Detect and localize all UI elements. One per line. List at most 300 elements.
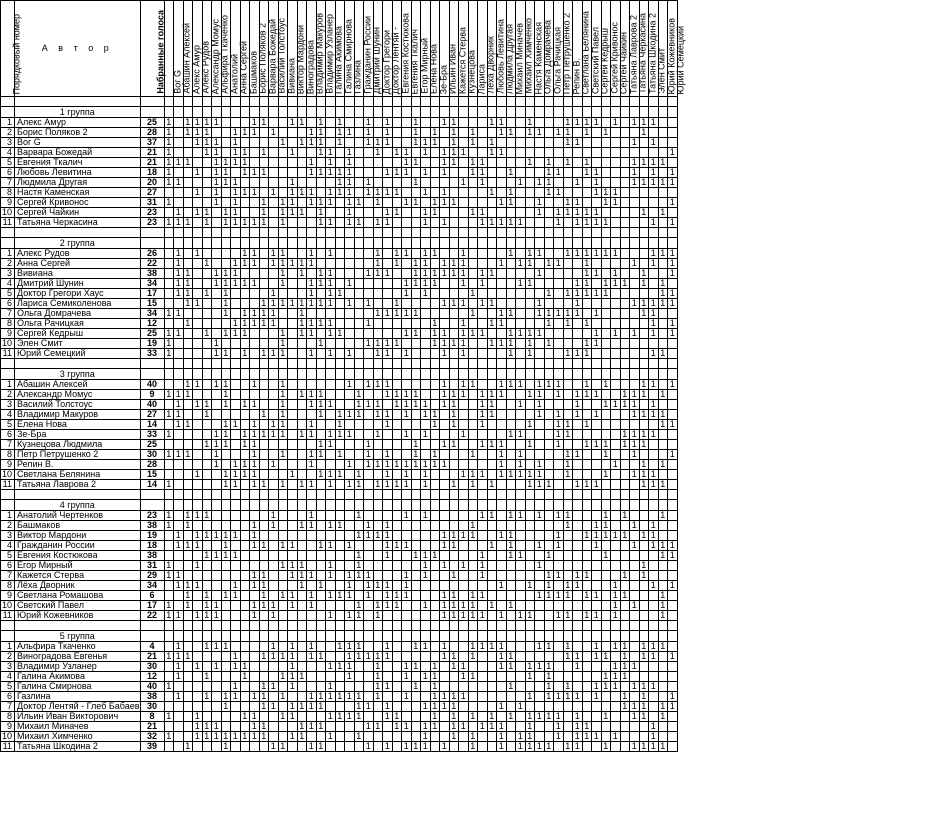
voter-header: Галина Смирнова xyxy=(335,1,345,97)
vote-cell xyxy=(620,410,630,420)
empty-cell xyxy=(202,228,212,238)
row-number: 4 xyxy=(1,541,15,551)
vote-cell xyxy=(297,380,307,390)
vote-cell: 1 xyxy=(649,259,659,269)
vote-cell xyxy=(430,309,440,319)
vote-cell xyxy=(668,349,678,359)
empty-cell xyxy=(449,238,459,249)
vote-cell xyxy=(459,208,469,218)
vote-cell xyxy=(620,168,630,178)
vote-cell: 1 xyxy=(468,652,478,662)
empty-cell xyxy=(516,631,526,642)
empty-cell xyxy=(307,490,317,500)
vote-cell: 1 xyxy=(658,642,668,652)
vote-total: 40 xyxy=(140,400,164,410)
vote-cell: 1 xyxy=(525,611,535,621)
vote-cell: 1 xyxy=(620,440,630,450)
vote-cell xyxy=(535,601,545,611)
empty-cell xyxy=(364,228,374,238)
vote-cell: 1 xyxy=(506,249,516,259)
vote-cell: 1 xyxy=(487,339,497,349)
vote-cell: 1 xyxy=(639,208,649,218)
vote-cell: 1 xyxy=(193,722,203,732)
vote-cell xyxy=(250,138,260,148)
vote-cell: 1 xyxy=(497,581,507,591)
vote-cell: 1 xyxy=(373,410,383,420)
vote-cell xyxy=(649,712,659,722)
vote-cell: 1 xyxy=(326,349,336,359)
vote-cell: 1 xyxy=(250,480,260,490)
vote-cell: 1 xyxy=(449,148,459,158)
vote-cell xyxy=(449,430,459,440)
vote-cell: 1 xyxy=(544,692,554,702)
vote-cell: 1 xyxy=(221,732,231,742)
vote-cell xyxy=(297,591,307,601)
vote-cell xyxy=(326,420,336,430)
vote-cell xyxy=(297,168,307,178)
vote-cell xyxy=(231,601,241,611)
vote-cell xyxy=(364,390,374,400)
vote-cell xyxy=(535,611,545,621)
empty-cell xyxy=(459,228,469,238)
vote-cell xyxy=(259,450,269,460)
vote-cell xyxy=(288,480,298,490)
vote-cell: 1 xyxy=(383,339,393,349)
vote-cell xyxy=(601,541,611,551)
vote-cell: 1 xyxy=(468,480,478,490)
vote-cell xyxy=(297,410,307,420)
vote-cell xyxy=(449,682,459,692)
vote-cell xyxy=(620,470,630,480)
vote-cell xyxy=(592,450,602,460)
vote-cell xyxy=(649,591,659,601)
vote-cell xyxy=(392,652,402,662)
vote-cell: 1 xyxy=(383,218,393,228)
author-row xyxy=(1,702,678,712)
vote-cell: 1 xyxy=(459,339,469,349)
vote-cell xyxy=(307,269,317,279)
empty-cell xyxy=(611,500,621,511)
vote-cell: 1 xyxy=(668,249,678,259)
vote-cell: 1 xyxy=(364,178,374,188)
author-row xyxy=(1,601,678,611)
vote-cell: 1 xyxy=(658,420,668,430)
vote-cell: 1 xyxy=(307,390,317,400)
vote-cell xyxy=(392,561,402,571)
vote-cell xyxy=(506,289,516,299)
vote-cell: 1 xyxy=(668,218,678,228)
vote-cell xyxy=(364,541,374,551)
vote-cell: 1 xyxy=(335,591,345,601)
vote-cell xyxy=(193,642,203,652)
vote-cell: 1 xyxy=(402,460,412,470)
vote-cell xyxy=(506,208,516,218)
vote-cell xyxy=(516,642,526,652)
vote-cell: 1 xyxy=(411,400,421,410)
vote-cell xyxy=(497,601,507,611)
vote-cell xyxy=(487,450,497,460)
vote-cell xyxy=(373,702,383,712)
vote-cell: 1 xyxy=(449,591,459,601)
author-row xyxy=(1,410,678,420)
empty-cell xyxy=(639,97,649,107)
vote-cell xyxy=(563,259,573,269)
vote-cell xyxy=(231,541,241,551)
vote-cell xyxy=(668,440,678,450)
vote-cell: 1 xyxy=(174,329,184,339)
vote-cell xyxy=(487,702,497,712)
vote-cell xyxy=(573,611,583,621)
vote-cell xyxy=(193,742,203,752)
empty-cell xyxy=(335,369,345,380)
vote-cell xyxy=(459,480,469,490)
empty-cell xyxy=(639,490,649,500)
vote-cell: 1 xyxy=(440,198,450,208)
vote-cell xyxy=(269,410,279,420)
empty-cell xyxy=(316,97,326,107)
vote-cell: 1 xyxy=(288,208,298,218)
vote-cell xyxy=(278,682,288,692)
vote-cell: 1 xyxy=(345,148,355,158)
vote-cell xyxy=(639,662,649,672)
vote-cell: 1 xyxy=(411,662,421,672)
vote-cell: 1 xyxy=(402,430,412,440)
vote-cell xyxy=(392,742,402,752)
empty-cell xyxy=(639,621,649,631)
author-name: Петр Петрушенко 2 xyxy=(15,450,141,460)
vote-cell: 1 xyxy=(573,390,583,400)
vote-cell xyxy=(373,128,383,138)
vote-cell xyxy=(297,158,307,168)
vote-cell xyxy=(516,208,526,218)
vote-cell xyxy=(516,138,526,148)
vote-cell: 1 xyxy=(326,269,336,279)
vote-cell xyxy=(288,158,298,168)
empty-cell xyxy=(658,107,668,118)
vote-cell: 1 xyxy=(620,692,630,702)
vote-cell: 1 xyxy=(630,470,640,480)
vote-cell: 1 xyxy=(174,450,184,460)
vote-cell xyxy=(202,521,212,531)
vote-cell xyxy=(582,652,592,662)
vote-cell xyxy=(392,279,402,289)
vote-total: 22 xyxy=(140,259,164,269)
vote-cell xyxy=(345,390,355,400)
vote-cell: 1 xyxy=(506,168,516,178)
vote-cell xyxy=(668,742,678,752)
empty-cell xyxy=(516,228,526,238)
empty-cell xyxy=(506,500,516,511)
vote-cell xyxy=(468,349,478,359)
empty-cell xyxy=(668,631,678,642)
vote-cell xyxy=(478,742,488,752)
empty-cell xyxy=(459,621,469,631)
empty-cell xyxy=(240,500,250,511)
voter-header: Татьяна Лаврова 2 xyxy=(620,1,630,97)
vote-cell: 1 xyxy=(202,672,212,682)
vote-cell: 1 xyxy=(212,551,222,561)
vote-cell xyxy=(582,450,592,460)
vote-cell: 1 xyxy=(497,662,507,672)
vote-cell xyxy=(668,591,678,601)
empty-cell xyxy=(326,500,336,511)
vote-cell: 1 xyxy=(430,420,440,430)
empty-cell xyxy=(449,107,459,118)
vote-cell xyxy=(601,480,611,490)
vote-cell: 1 xyxy=(278,400,288,410)
vote-cell xyxy=(639,722,649,732)
vote-cell xyxy=(554,682,564,692)
vote-cell: 1 xyxy=(231,662,241,672)
vote-cell xyxy=(554,329,564,339)
vote-cell xyxy=(592,662,602,672)
vote-cell: 1 xyxy=(373,138,383,148)
vote-cell xyxy=(478,138,488,148)
vote-cell: 1 xyxy=(288,662,298,672)
vote-cell xyxy=(411,470,421,480)
vote-cell: 1 xyxy=(316,450,326,460)
vote-cell xyxy=(487,692,497,702)
vote-total: 33 xyxy=(140,349,164,359)
vote-cell: 1 xyxy=(601,289,611,299)
vote-cell xyxy=(183,470,193,480)
vote-cell xyxy=(354,380,364,390)
vote-cell: 1 xyxy=(183,652,193,662)
vote-cell xyxy=(288,722,298,732)
vote-cell: 1 xyxy=(250,531,260,541)
vote-cell xyxy=(421,692,431,702)
vote-cell: 1 xyxy=(326,188,336,198)
vote-cell: 1 xyxy=(269,511,279,521)
vote-cell xyxy=(639,249,649,259)
vote-cell xyxy=(164,470,174,480)
vote-cell: 1 xyxy=(535,480,545,490)
vote-cell xyxy=(582,692,592,702)
vote-cell: 1 xyxy=(326,218,336,228)
empty-cell xyxy=(535,369,545,380)
empty-cell xyxy=(278,97,288,107)
vote-cell: 1 xyxy=(307,349,317,359)
vote-cell xyxy=(373,521,383,531)
vote-cell xyxy=(307,541,317,551)
vote-cell: 1 xyxy=(202,601,212,611)
vote-cell xyxy=(630,571,640,581)
empty-cell xyxy=(649,369,659,380)
row-number: 7 xyxy=(1,440,15,450)
empty-cell xyxy=(140,97,164,107)
vote-cell: 1 xyxy=(468,158,478,168)
vote-cell xyxy=(269,480,279,490)
vote-cell xyxy=(335,702,345,712)
vote-cell xyxy=(183,309,193,319)
vote-cell: 1 xyxy=(478,470,488,480)
vote-cell xyxy=(354,299,364,309)
vote-cell: 1 xyxy=(250,692,260,702)
vote-cell: 1 xyxy=(174,672,184,682)
empty-cell xyxy=(212,228,222,238)
vote-cell xyxy=(269,390,279,400)
empty-cell xyxy=(183,359,193,369)
vote-cell: 1 xyxy=(592,440,602,450)
empty-cell xyxy=(630,631,640,642)
vote-cell: 1 xyxy=(544,168,554,178)
vote-cell xyxy=(468,561,478,571)
vote-cell xyxy=(278,571,288,581)
empty-cell xyxy=(544,97,554,107)
vote-cell xyxy=(658,339,668,349)
vote-cell: 1 xyxy=(278,712,288,722)
empty-cell xyxy=(307,359,317,369)
vote-cell xyxy=(478,259,488,269)
vote-cell xyxy=(468,118,478,128)
empty-cell xyxy=(611,621,621,631)
vote-cell xyxy=(335,652,345,662)
vote-cell xyxy=(649,198,659,208)
empty-cell xyxy=(592,369,602,380)
vote-cell: 1 xyxy=(478,591,488,601)
vote-cell xyxy=(630,188,640,198)
vote-cell xyxy=(383,732,393,742)
vote-cell: 1 xyxy=(506,551,516,561)
vote-cell xyxy=(278,470,288,480)
vote-cell: 1 xyxy=(297,269,307,279)
vote-cell xyxy=(668,118,678,128)
empty-cell xyxy=(221,500,231,511)
author-name: Анна Сергей xyxy=(15,259,141,269)
vote-cell: 1 xyxy=(297,672,307,682)
vote-cell: 1 xyxy=(383,420,393,430)
vote-cell xyxy=(554,551,564,561)
vote-cell: 1 xyxy=(649,118,659,128)
vote-cell xyxy=(373,591,383,601)
author-row xyxy=(1,158,678,168)
empty-cell xyxy=(193,228,203,238)
vote-cell xyxy=(221,410,231,420)
vote-cell xyxy=(630,148,640,158)
vote-cell: 1 xyxy=(269,601,279,611)
empty-cell xyxy=(582,621,592,631)
vote-cell xyxy=(658,470,668,480)
vote-cell xyxy=(630,722,640,732)
vote-cell: 1 xyxy=(326,158,336,168)
vote-cell: 1 xyxy=(421,188,431,198)
vote-cell: 1 xyxy=(620,672,630,682)
vote-cell xyxy=(174,128,184,138)
vote-cell: 1 xyxy=(250,470,260,480)
empty-cell xyxy=(411,490,421,500)
vote-cell: 1 xyxy=(535,249,545,259)
vote-cell xyxy=(202,742,212,752)
row-number: 5 xyxy=(1,551,15,561)
vote-cell xyxy=(459,400,469,410)
vote-cell xyxy=(174,339,184,349)
empty-cell xyxy=(592,359,602,369)
vote-cell xyxy=(221,118,231,128)
vote-cell: 1 xyxy=(478,722,488,732)
vote-cell: 1 xyxy=(297,188,307,198)
empty-cell xyxy=(307,369,317,380)
vote-cell xyxy=(544,470,554,480)
vote-cell xyxy=(506,178,516,188)
vote-cell: 1 xyxy=(231,138,241,148)
vote-cell xyxy=(487,279,497,289)
vote-cell xyxy=(468,722,478,732)
vote-cell xyxy=(554,400,564,410)
vote-cell xyxy=(297,742,307,752)
vote-cell xyxy=(620,420,630,430)
vote-cell xyxy=(620,289,630,299)
vote-cell: 1 xyxy=(573,480,583,490)
vote-cell xyxy=(316,420,326,430)
vote-cell xyxy=(250,269,260,279)
vote-cell xyxy=(563,722,573,732)
vote-cell: 1 xyxy=(288,642,298,652)
vote-cell: 1 xyxy=(221,702,231,712)
row-number: 3 xyxy=(1,269,15,279)
vote-cell xyxy=(563,339,573,349)
vote-cell xyxy=(212,702,222,712)
vote-cell xyxy=(440,480,450,490)
vote-cell xyxy=(468,702,478,712)
vote-cell: 1 xyxy=(307,601,317,611)
vote-cell: 1 xyxy=(497,259,507,269)
vote-cell xyxy=(164,722,174,732)
vote-cell: 1 xyxy=(421,249,431,259)
vote-cell xyxy=(611,319,621,329)
vote-cell: 1 xyxy=(497,611,507,621)
vote-cell: 1 xyxy=(449,400,459,410)
vote-cell: 1 xyxy=(221,430,231,440)
vote-cell: 1 xyxy=(212,460,222,470)
vote-cell: 1 xyxy=(288,470,298,480)
row-number: 11 xyxy=(1,742,15,752)
vote-cell: 1 xyxy=(592,188,602,198)
vote-cell xyxy=(174,349,184,359)
vote-cell: 1 xyxy=(164,480,174,490)
vote-cell xyxy=(231,380,241,390)
vote-cell: 1 xyxy=(250,400,260,410)
vote-cell: 1 xyxy=(649,541,659,551)
vote-total: 39 xyxy=(140,742,164,752)
vote-cell: 1 xyxy=(297,299,307,309)
empty-cell xyxy=(563,107,573,118)
vote-cell: 1 xyxy=(554,259,564,269)
empty-cell xyxy=(525,97,535,107)
vote-cell: 1 xyxy=(449,410,459,420)
empty-cell xyxy=(421,107,431,118)
vote-cell xyxy=(582,672,592,682)
vote-cell: 1 xyxy=(611,400,621,410)
vote-cell xyxy=(364,410,374,420)
vote-cell: 1 xyxy=(421,289,431,299)
vote-cell xyxy=(373,642,383,652)
vote-cell xyxy=(573,531,583,541)
empty-cell xyxy=(468,490,478,500)
vote-cell xyxy=(668,732,678,742)
vote-cell xyxy=(544,249,554,259)
empty-cell xyxy=(316,359,326,369)
vote-cell: 1 xyxy=(468,642,478,652)
empty-cell xyxy=(202,97,212,107)
vote-cell xyxy=(164,440,174,450)
vote-cell: 1 xyxy=(525,249,535,259)
empty-cell xyxy=(354,97,364,107)
vote-cell: 1 xyxy=(240,319,250,329)
vote-cell: 1 xyxy=(307,198,317,208)
vote-cell xyxy=(411,148,421,158)
vote-cell: 1 xyxy=(364,128,374,138)
vote-cell xyxy=(525,551,535,561)
